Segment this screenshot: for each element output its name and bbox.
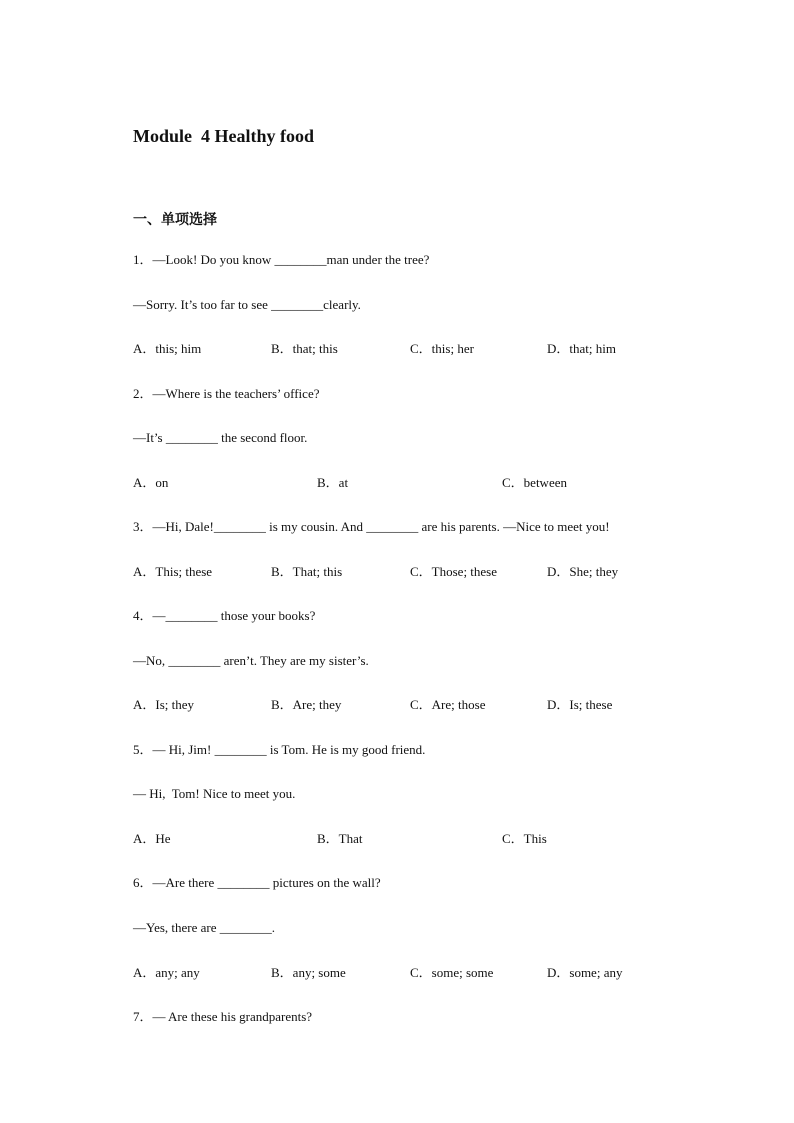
question-6-option-a: A．any; any [133, 965, 200, 980]
question-3-option-c: C．Those; these [410, 564, 498, 579]
question-1-option-c: C．this; her [410, 341, 474, 356]
question-2-option-c: C．between [502, 475, 567, 490]
question-5-option-a: A．He [133, 831, 171, 846]
question-6-line-2: —Yes, there are ________. [133, 920, 276, 935]
question-3-option-a: A．This; these [133, 564, 213, 579]
question-4-option-c: C．Are; those [410, 697, 486, 712]
question-5-line-1: 5．— Hi, Jim! ________ is Tom. He is my good friend. [133, 742, 426, 757]
question-7-line-1: 7．— Are these his grandparents? [133, 1009, 313, 1024]
question-3-option-b: B．That; this [271, 564, 343, 579]
question-2-option-b: B．at [317, 475, 349, 490]
question-5-option-b: B．That [317, 831, 363, 846]
section-heading: 一、单项选择 [133, 212, 217, 228]
question-1-option-d: D．that; him [547, 341, 616, 356]
question-4-line-2: —No, ________ aren’t. They are my sister’s. [133, 653, 369, 668]
question-2-option-a: A．on [133, 475, 169, 490]
question-4-option-d: D．Is; these [547, 697, 613, 712]
question-4-line-1: 4．—________ those your books? [133, 608, 316, 623]
question-2-line-1: 2．—Where is the teachers’ office? [133, 386, 320, 401]
question-6-line-1: 6．—Are there ________ pictures on the wall? [133, 875, 381, 890]
question-6-option-c: C．some; some [410, 965, 494, 980]
question-3-option-d: D．She; they [547, 564, 619, 579]
question-6-option-d: D．some; any [547, 965, 623, 980]
question-5-line-2: — Hi, Tom! Nice to meet you. [133, 786, 296, 801]
question-4-option-b: B．Are; they [271, 697, 342, 712]
question-1-line-1: 1．—Look! Do you know ________man under the tree? [133, 252, 430, 267]
question-1-option-a: A．this; him [133, 341, 202, 356]
question-1-line-2: —Sorry. It’s too far to see ________clearly. [133, 297, 361, 312]
question-1-option-b: B．that; this [271, 341, 338, 356]
question-2-line-2: —It’s ________ the second floor. [133, 430, 308, 445]
page-title: Module 4 Healthy food [133, 126, 315, 146]
question-3-line-1: 3．—Hi, Dale!________ is my cousin. And ________ are his parents. —Nice to meet you! [133, 519, 610, 534]
question-4-option-a: A．Is; they [133, 697, 195, 712]
question-5-option-c: C．This [502, 831, 547, 846]
question-6-option-b: B．any; some [271, 965, 346, 980]
